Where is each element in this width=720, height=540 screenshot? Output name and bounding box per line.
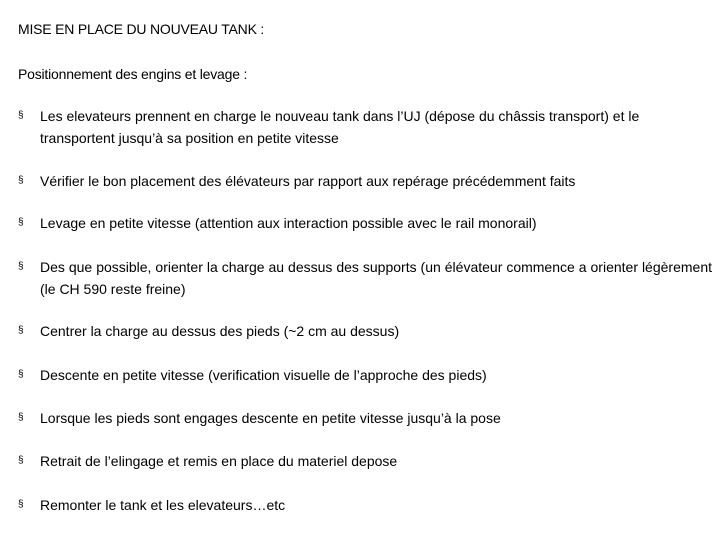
bullet-item <box>18 320 712 342</box>
bullet-text: Descente en petite vitesse (verification visuelle de l’approche des pieds) <box>40 367 487 383</box>
square-bullet-icon: § <box>18 261 24 272</box>
bullet-text: Des que possible, orienter la charge au dessus des supports (un élévateur commence a orienter légèrement (le CH 590 reste freine) <box>40 259 712 297</box>
slide-title: MISE EN PLACE DU NOUVEAU TANK : <box>18 21 265 37</box>
square-bullet-icon: § <box>18 455 24 466</box>
square-bullet-icon: § <box>18 412 24 423</box>
bullet-item <box>18 494 712 516</box>
bullet-text: Les elevateurs prennent en charge le nouveau tank dans l’UJ (dépose du châssis transport) et le transportent jusqu’à sa position en petite vitesse <box>40 108 640 146</box>
square-bullet-icon: § <box>18 175 24 186</box>
square-bullet-icon: § <box>18 110 24 121</box>
bullet-text: Vérifier le bon placement des élévateurs par rapport aux repérage précédemment faits <box>40 173 576 189</box>
bullet-item <box>18 450 712 472</box>
bullet-text: Lorsque les pieds sont engages descente en petite vitesse jusqu’à la pose <box>40 410 501 426</box>
bullet-item <box>18 407 712 429</box>
bullet-text: Remonter le tank et les elevateurs…etc <box>40 497 286 513</box>
square-bullet-icon: § <box>18 217 24 228</box>
square-bullet-icon: § <box>18 325 24 336</box>
bullet-text: Levage en petite vitesse (attention aux interaction possible avec le rail monorail) <box>40 215 537 231</box>
bullet-item <box>18 105 712 149</box>
bullet-item <box>18 212 712 234</box>
bullet-text: Centrer la charge au dessus des pieds (~2 cm au dessus) <box>40 323 400 339</box>
bullet-item <box>18 170 712 192</box>
bullet-text: Retrait de l’elingage et remis en place du materiel depose <box>40 453 398 469</box>
bullet-item <box>18 364 712 386</box>
square-bullet-icon: § <box>18 499 24 510</box>
bullet-item <box>18 256 712 300</box>
square-bullet-icon: § <box>18 369 24 380</box>
slide-subtitle: Positionnement des engins et levage : <box>18 66 248 82</box>
